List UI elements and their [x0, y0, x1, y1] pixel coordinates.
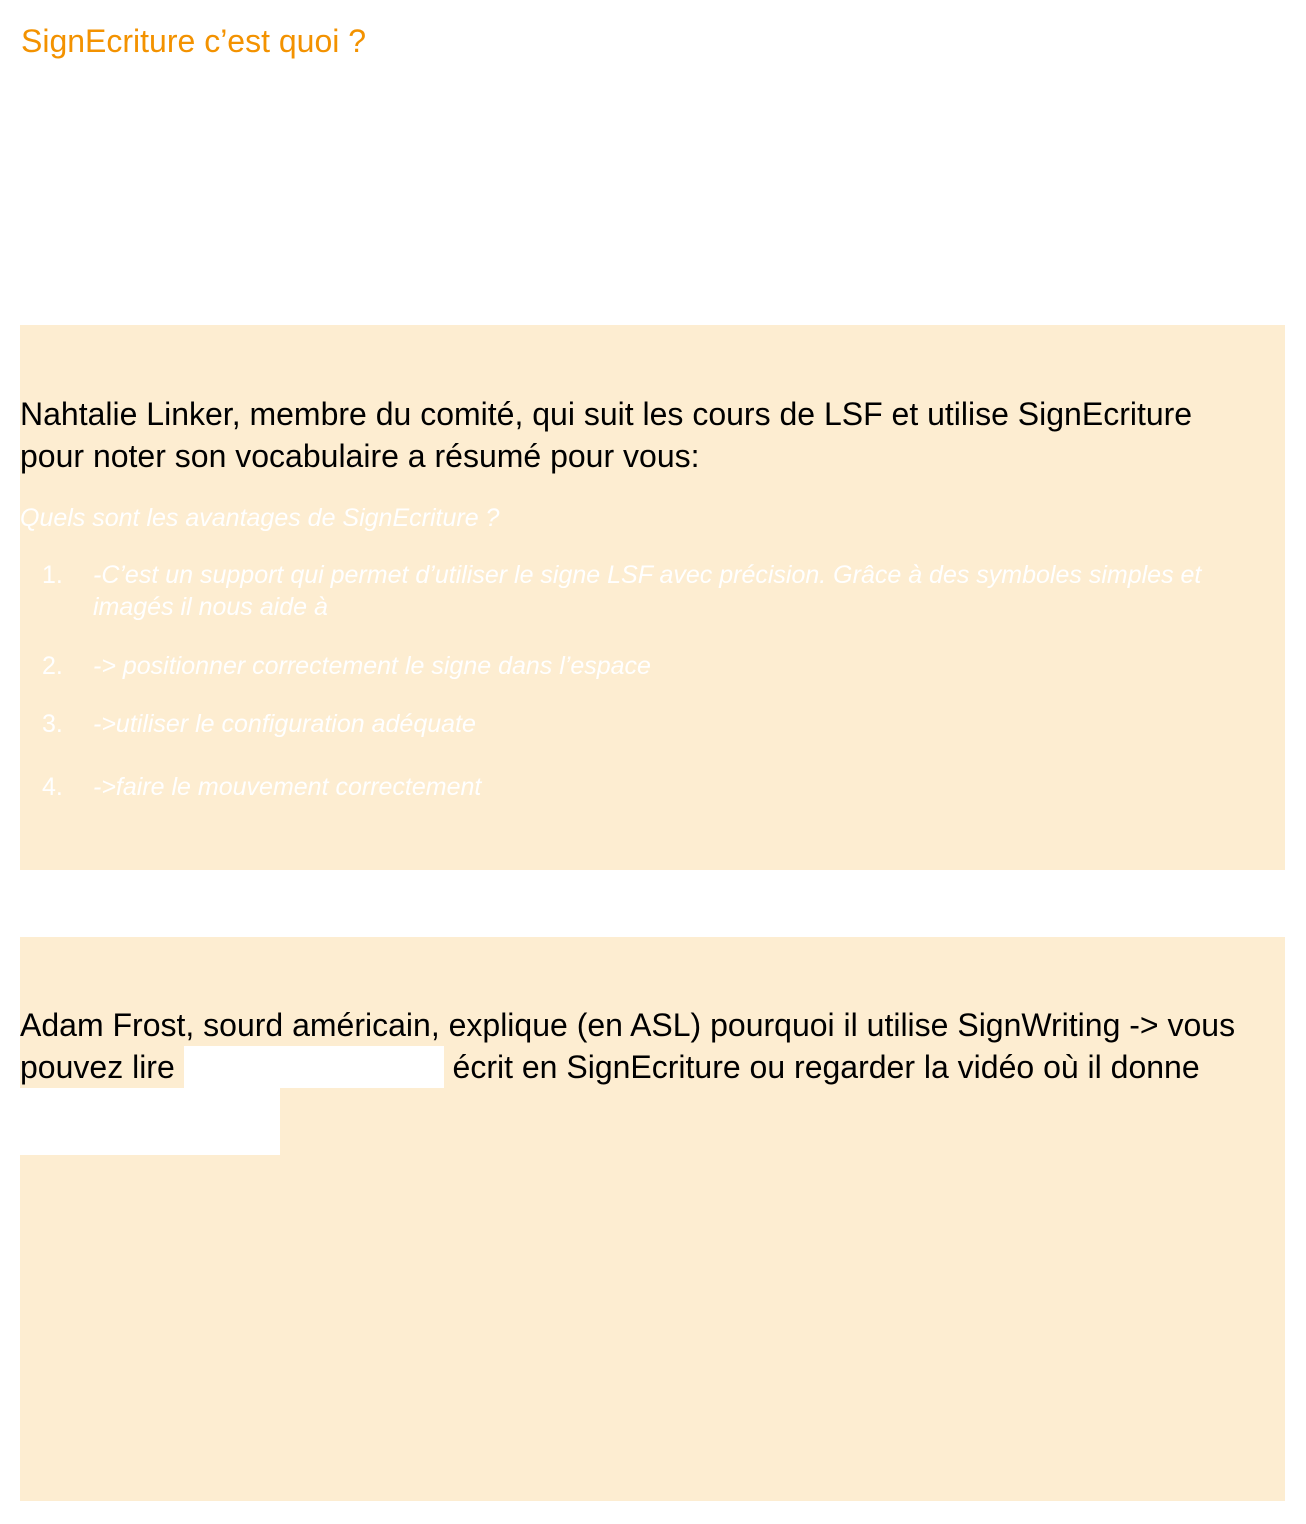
adam-frost-text-part2: écrit en SignEcriture ou regarder la vidéo où il donne — [452, 1049, 1200, 1085]
advantage-text: -C’est un support qui permet d’utiliser le signe LSF avec précision. Grâce à des symboles simples et imagés il nous aide à — [93, 561, 1202, 621]
text-link[interactable] — [184, 1046, 444, 1088]
advantage-item — [20, 708, 1220, 740]
advantage-number: 4. — [42, 773, 63, 801]
advantages-question: Quels sont les avantages de SignEcriture ? — [20, 504, 500, 532]
page-title: SignEcriture c’est quoi ? — [21, 23, 367, 59]
summary-intro: Nahtalie Linker, membre du comité, qui suit les cours de LSF et utilise SignEcriture pour noter son vocabulaire a résumé pour vous: — [20, 396, 1193, 474]
advantage-number: 3. — [42, 710, 63, 738]
advantage-item — [20, 650, 1220, 682]
adam-frost-intro — [20, 1004, 1260, 1155]
summary-card — [20, 325, 1285, 870]
video-link[interactable] — [20, 1088, 280, 1155]
adam-frost-card — [20, 937, 1285, 1501]
advantage-text: ->utiliser le configuration adéquate — [93, 710, 476, 738]
advantage-text: -> positionner correctement le signe dans l’espace — [93, 652, 651, 680]
advantage-item — [20, 559, 1220, 623]
adam-frost-text-part1: Adam Frost, sourd américain, explique (en ASL) pourquoi il utilise SignWriting -> vous pouvez lire — [20, 1007, 1236, 1085]
advantage-text: ->faire le mouvement correctement — [93, 773, 482, 801]
advantage-number: 1. — [42, 561, 63, 589]
advantage-number: 2. — [42, 652, 63, 680]
advantage-item — [20, 771, 1220, 803]
